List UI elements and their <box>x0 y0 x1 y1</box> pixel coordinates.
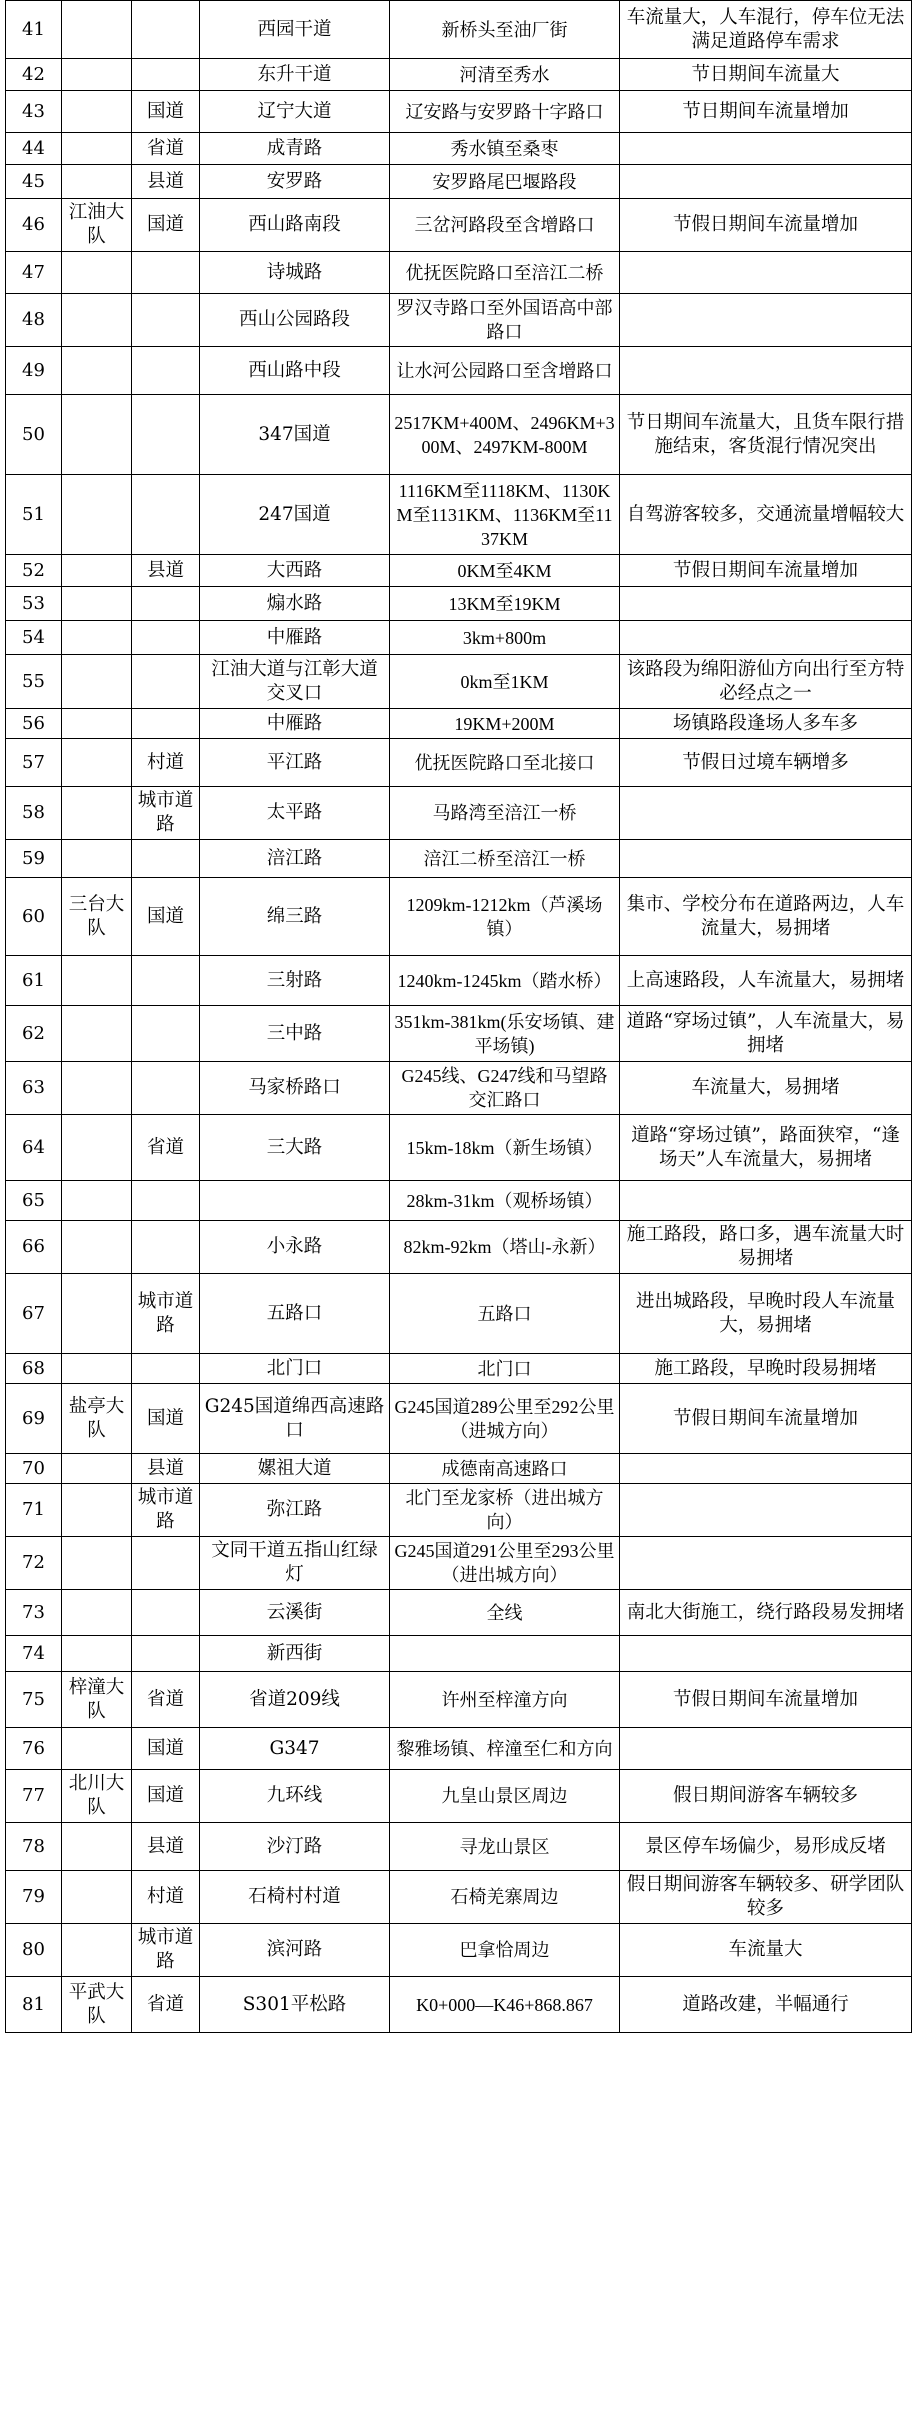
congestion-reason-cell: 集市、学校分布在道路两边，人车流量大，易拥堵 <box>620 878 912 956</box>
road-section-cell: 五路口 <box>390 1274 620 1354</box>
brigade-cell <box>62 787 132 840</box>
road-section-cell: 巴拿恰周边 <box>390 1924 620 1977</box>
road-section-cell: 优抚医院路口至北接口 <box>390 739 620 787</box>
congestion-reason-cell <box>620 1181 912 1221</box>
row-number: 62 <box>6 1006 62 1062</box>
brigade-cell <box>62 621 132 655</box>
road-type-cell: 城市道路 <box>132 1484 200 1537</box>
congestion-reason-cell <box>620 294 912 347</box>
road-type-cell: 城市道路 <box>132 1274 200 1354</box>
table-row <box>6 165 912 199</box>
road-section-cell: 19KM+200M <box>390 709 620 739</box>
row-number: 78 <box>6 1823 62 1871</box>
congestion-reason-cell: 假日期间游客车辆较多、研学团队较多 <box>620 1871 912 1924</box>
table-row <box>6 1354 912 1384</box>
road-type-cell <box>132 395 200 475</box>
road-section-cell: 秀水镇至桑枣 <box>390 133 620 165</box>
table-row <box>6 1115 912 1181</box>
road-section-cell: 辽安路与安罗路十字路口 <box>390 91 620 133</box>
road-section-cell: 成德南高速路口 <box>390 1454 620 1484</box>
road-name-cell: 文同干道五指山红绿灯 <box>200 1537 390 1590</box>
road-type-cell: 省道 <box>132 1672 200 1728</box>
road-type-cell: 省道 <box>132 1115 200 1181</box>
road-type-cell: 县道 <box>132 165 200 199</box>
congestion-reason-cell <box>620 133 912 165</box>
road-name-cell: 诗城路 <box>200 252 390 294</box>
row-number: 80 <box>6 1924 62 1977</box>
congestion-reason-cell <box>620 587 912 621</box>
brigade-cell <box>62 1454 132 1484</box>
road-type-cell <box>132 840 200 878</box>
road-name-cell: 新西街 <box>200 1636 390 1672</box>
road-type-cell: 国道 <box>132 1728 200 1770</box>
road-section-cell: 13KM至19KM <box>390 587 620 621</box>
road-type-cell <box>132 252 200 294</box>
road-name-cell: G245国道绵西高速路口 <box>200 1384 390 1454</box>
row-number: 81 <box>6 1977 62 2033</box>
road-type-cell <box>132 1221 200 1274</box>
road-section-cell: 82km-92km（塔山-永新） <box>390 1221 620 1274</box>
congestion-reason-cell <box>620 252 912 294</box>
road-section-cell: 涪江二桥至涪江一桥 <box>390 840 620 878</box>
table-row <box>6 1823 912 1871</box>
table-row <box>6 1977 912 2033</box>
row-number: 54 <box>6 621 62 655</box>
congestion-reason-cell: 道路“穿场过镇”，路面狭窄，“逢场天”人车流量大，易拥堵 <box>620 1115 912 1181</box>
brigade-cell <box>62 1115 132 1181</box>
brigade-cell: 梓潼大队 <box>62 1672 132 1728</box>
table-row <box>6 1728 912 1770</box>
congestion-reason-cell <box>620 1636 912 1672</box>
road-name-cell: 中雁路 <box>200 621 390 655</box>
road-section-cell: 许州至梓潼方向 <box>390 1672 620 1728</box>
brigade-cell <box>62 347 132 395</box>
row-number: 64 <box>6 1115 62 1181</box>
congestion-reason-cell: 节假日期间车流量增加 <box>620 1672 912 1728</box>
road-section-cell: 28km-31km（观桥场镇） <box>390 1181 620 1221</box>
row-number: 56 <box>6 709 62 739</box>
road-type-cell: 村道 <box>132 1871 200 1924</box>
brigade-cell <box>62 133 132 165</box>
brigade-cell <box>62 1181 132 1221</box>
brigade-cell <box>62 1871 132 1924</box>
road-name-cell: 平江路 <box>200 739 390 787</box>
row-number: 68 <box>6 1354 62 1384</box>
table-row <box>6 294 912 347</box>
congestion-reason-cell <box>620 621 912 655</box>
road-name-cell: 小永路 <box>200 1221 390 1274</box>
congestion-reason-cell <box>620 165 912 199</box>
brigade-cell <box>62 1590 132 1636</box>
road-type-cell: 县道 <box>132 1454 200 1484</box>
brigade-cell <box>62 1484 132 1537</box>
road-name-cell: S301平松路 <box>200 1977 390 2033</box>
table-row <box>6 621 912 655</box>
brigade-cell <box>62 655 132 709</box>
table-row <box>6 840 912 878</box>
row-number: 46 <box>6 199 62 252</box>
row-number: 65 <box>6 1181 62 1221</box>
road-type-cell <box>132 59 200 91</box>
road-section-cell: 1209km-1212km（芦溪场镇） <box>390 878 620 956</box>
table-row <box>6 655 912 709</box>
road-section-cell: 河清至秀水 <box>390 59 620 91</box>
row-number: 73 <box>6 1590 62 1636</box>
table-row <box>6 1924 912 1977</box>
road-section-cell: 北门至龙家桥（进出城方向） <box>390 1484 620 1537</box>
brigade-cell <box>62 1354 132 1384</box>
congestion-reason-cell: 节假日期间车流量增加 <box>620 1384 912 1454</box>
road-type-cell: 国道 <box>132 1384 200 1454</box>
table-row <box>6 1590 912 1636</box>
congestion-reason-cell: 节日期间车流量大，且货车限行措施结束，客货混行情况突出 <box>620 395 912 475</box>
brigade-cell <box>62 709 132 739</box>
congestion-reason-cell <box>620 840 912 878</box>
congestion-reason-cell: 施工路段，路口多，遇车流量大时易拥堵 <box>620 1221 912 1274</box>
road-section-cell: 马路湾至涪江一桥 <box>390 787 620 840</box>
row-number: 41 <box>6 1 62 59</box>
road-name-cell: 西园干道 <box>200 1 390 59</box>
road-type-cell: 城市道路 <box>132 787 200 840</box>
road-name-cell: 绵三路 <box>200 878 390 956</box>
road-type-cell <box>132 294 200 347</box>
brigade-cell <box>62 840 132 878</box>
table-row <box>6 1454 912 1484</box>
road-type-cell <box>132 1 200 59</box>
brigade-cell <box>62 91 132 133</box>
road-type-cell: 国道 <box>132 1770 200 1823</box>
road-type-cell: 国道 <box>132 91 200 133</box>
row-number: 75 <box>6 1672 62 1728</box>
table-row <box>6 395 912 475</box>
road-type-cell <box>132 475 200 555</box>
brigade-cell <box>62 956 132 1006</box>
road-name-cell: 九环线 <box>200 1770 390 1823</box>
brigade-cell <box>62 1924 132 1977</box>
road-type-cell: 县道 <box>132 1823 200 1871</box>
row-number: 52 <box>6 555 62 587</box>
table-row <box>6 1274 912 1354</box>
table-row <box>6 1006 912 1062</box>
row-number: 66 <box>6 1221 62 1274</box>
row-number: 61 <box>6 956 62 1006</box>
brigade-cell <box>62 1537 132 1590</box>
congestion-reason-cell: 南北大街施工，绕行路段易发拥堵 <box>620 1590 912 1636</box>
road-name-cell: 北门口 <box>200 1354 390 1384</box>
congestion-reason-cell: 进出城路段，早晚时段人车流量大，易拥堵 <box>620 1274 912 1354</box>
road-section-cell <box>390 1636 620 1672</box>
brigade-cell <box>62 165 132 199</box>
road-section-cell: 三岔河路段至含增路口 <box>390 199 620 252</box>
row-number: 57 <box>6 739 62 787</box>
table-row <box>6 878 912 956</box>
road-section-cell: G245国道289公里至292公里（进城方向） <box>390 1384 620 1454</box>
road-name-cell <box>200 1181 390 1221</box>
brigade-cell <box>62 1221 132 1274</box>
row-number: 55 <box>6 655 62 709</box>
road-type-cell: 省道 <box>132 133 200 165</box>
row-number: 49 <box>6 347 62 395</box>
table-row <box>6 133 912 165</box>
road-type-cell <box>132 1354 200 1384</box>
table-row <box>6 739 912 787</box>
table-row <box>6 199 912 252</box>
road-section-cell: 0km至1KM <box>390 655 620 709</box>
road-name-cell: 中雁路 <box>200 709 390 739</box>
row-number: 70 <box>6 1454 62 1484</box>
road-type-cell <box>132 1636 200 1672</box>
row-number: 77 <box>6 1770 62 1823</box>
table-row <box>6 59 912 91</box>
table-row <box>6 475 912 555</box>
congestion-reason-cell: 施工路段，早晚时段易拥堵 <box>620 1354 912 1384</box>
congestion-reason-cell: 景区停车场偏少，易形成反堵 <box>620 1823 912 1871</box>
congestion-table <box>5 0 911 2033</box>
table-row <box>6 1871 912 1924</box>
congestion-reason-cell: 节日期间车流量大 <box>620 59 912 91</box>
road-section-cell: G245线、G247线和马望路交汇路口 <box>390 1062 620 1115</box>
road-name-cell: 煽水路 <box>200 587 390 621</box>
row-number: 63 <box>6 1062 62 1115</box>
road-type-cell <box>132 956 200 1006</box>
road-name-cell: 大西路 <box>200 555 390 587</box>
congestion-reason-cell <box>620 1728 912 1770</box>
row-number: 59 <box>6 840 62 878</box>
table-row <box>6 1672 912 1728</box>
table-row <box>6 347 912 395</box>
congestion-reason-cell: 节假日期间车流量增加 <box>620 555 912 587</box>
road-name-cell: 三射路 <box>200 956 390 1006</box>
row-number: 60 <box>6 878 62 956</box>
brigade-cell <box>62 1823 132 1871</box>
brigade-cell <box>62 1728 132 1770</box>
road-name-cell: 石椅村村道 <box>200 1871 390 1924</box>
road-section-cell: 1116KM至1118KM、1130KM至1131KM、1136KM至1137KM <box>390 475 620 555</box>
road-type-cell: 国道 <box>132 199 200 252</box>
road-name-cell: 马家桥路口 <box>200 1062 390 1115</box>
row-number: 45 <box>6 165 62 199</box>
road-section-cell: 石椅羌寨周边 <box>390 1871 620 1924</box>
congestion-reason-cell: 道路“穿场过镇”，人车流量大，易拥堵 <box>620 1006 912 1062</box>
table-row <box>6 252 912 294</box>
road-section-cell: 九皇山景区周边 <box>390 1770 620 1823</box>
road-section-cell: 让水河公园路口至含增路口 <box>390 347 620 395</box>
road-type-cell <box>132 1006 200 1062</box>
road-name-cell: 347国道 <box>200 395 390 475</box>
road-type-cell: 村道 <box>132 739 200 787</box>
congestion-reason-cell <box>620 787 912 840</box>
brigade-cell <box>62 59 132 91</box>
table-row <box>6 1181 912 1221</box>
road-type-cell <box>132 1062 200 1115</box>
row-number: 79 <box>6 1871 62 1924</box>
road-name-cell: 五路口 <box>200 1274 390 1354</box>
road-type-cell <box>132 1590 200 1636</box>
row-number: 47 <box>6 252 62 294</box>
row-number: 48 <box>6 294 62 347</box>
road-section-cell: 3km+800m <box>390 621 620 655</box>
road-name-cell: 247国道 <box>200 475 390 555</box>
table-row <box>6 1537 912 1590</box>
row-number: 74 <box>6 1636 62 1672</box>
congestion-reason-cell: 车流量大 <box>620 1924 912 1977</box>
road-name-cell: 涪江路 <box>200 840 390 878</box>
brigade-cell: 平武大队 <box>62 1977 132 2033</box>
brigade-cell <box>62 555 132 587</box>
road-name-cell: 弥江路 <box>200 1484 390 1537</box>
road-section-cell: 寻龙山景区 <box>390 1823 620 1871</box>
road-type-cell <box>132 1537 200 1590</box>
brigade-cell <box>62 475 132 555</box>
road-type-cell: 省道 <box>132 1977 200 2033</box>
table-row <box>6 709 912 739</box>
congestion-reason-cell <box>620 347 912 395</box>
road-section-cell: 15km-18km（新生场镇） <box>390 1115 620 1181</box>
road-name-cell: 西山路南段 <box>200 199 390 252</box>
road-name-cell: 东升干道 <box>200 59 390 91</box>
row-number: 76 <box>6 1728 62 1770</box>
brigade-cell <box>62 294 132 347</box>
road-type-cell <box>132 709 200 739</box>
congestion-reason-cell: 节假日过境车辆增多 <box>620 739 912 787</box>
row-number: 72 <box>6 1537 62 1590</box>
table-row <box>6 587 912 621</box>
road-type-cell: 城市道路 <box>132 1924 200 1977</box>
brigade-cell <box>62 395 132 475</box>
table-row <box>6 1484 912 1537</box>
row-number: 44 <box>6 133 62 165</box>
road-section-cell: 全线 <box>390 1590 620 1636</box>
road-section-cell: K0+000—K46+868.867 <box>390 1977 620 2033</box>
road-name-cell: 成青路 <box>200 133 390 165</box>
road-name-cell: 滨河路 <box>200 1924 390 1977</box>
table-row <box>6 1636 912 1672</box>
brigade-cell <box>62 1 132 59</box>
road-name-cell: 辽宁大道 <box>200 91 390 133</box>
road-type-cell: 国道 <box>132 878 200 956</box>
table-row <box>6 1384 912 1454</box>
road-name-cell: 安罗路 <box>200 165 390 199</box>
congestion-reason-cell: 节日期间车流量增加 <box>620 91 912 133</box>
road-name-cell: 太平路 <box>200 787 390 840</box>
table-row <box>6 1 912 59</box>
table-row <box>6 1221 912 1274</box>
road-type-cell <box>132 655 200 709</box>
table-row <box>6 787 912 840</box>
congestion-reason-cell: 车流量大，人车混行，停车位无法满足道路停车需求 <box>620 1 912 59</box>
road-section-cell: 0KM至4KM <box>390 555 620 587</box>
table-row <box>6 91 912 133</box>
congestion-reason-cell <box>620 1537 912 1590</box>
congestion-reason-cell: 假日期间游客车辆较多 <box>620 1770 912 1823</box>
road-name-cell: 西山公园路段 <box>200 294 390 347</box>
congestion-reason-cell: 自驾游客较多，交通流量增幅较大 <box>620 475 912 555</box>
row-number: 67 <box>6 1274 62 1354</box>
brigade-cell: 北川大队 <box>62 1770 132 1823</box>
table-row <box>6 956 912 1006</box>
road-section-cell: 黎雅场镇、梓潼至仁和方向 <box>390 1728 620 1770</box>
congestion-reason-cell: 上高速路段，人车流量大，易拥堵 <box>620 956 912 1006</box>
road-name-cell: 嫘祖大道 <box>200 1454 390 1484</box>
road-section-cell: 新桥头至油厂街 <box>390 1 620 59</box>
road-type-cell: 县道 <box>132 555 200 587</box>
road-type-cell <box>132 347 200 395</box>
brigade-cell <box>62 252 132 294</box>
brigade-cell <box>62 1062 132 1115</box>
congestion-reason-cell: 节假日期间车流量增加 <box>620 199 912 252</box>
road-name-cell: 三中路 <box>200 1006 390 1062</box>
road-type-cell <box>132 621 200 655</box>
road-name-cell: 省道209线 <box>200 1672 390 1728</box>
road-section-cell: 1240km-1245km（踏水桥） <box>390 956 620 1006</box>
row-number: 42 <box>6 59 62 91</box>
road-section-cell: 罗汉寺路口至外国语高中部路口 <box>390 294 620 347</box>
row-number: 69 <box>6 1384 62 1454</box>
congestion-reason-cell: 道路改建，半幅通行 <box>620 1977 912 2033</box>
road-section-cell: 安罗路尾巴堰路段 <box>390 165 620 199</box>
road-section-cell: 北门口 <box>390 1354 620 1384</box>
road-name-cell: 沙汀路 <box>200 1823 390 1871</box>
row-number: 71 <box>6 1484 62 1537</box>
brigade-cell <box>62 1006 132 1062</box>
brigade-cell: 江油大队 <box>62 199 132 252</box>
congestion-reason-cell: 车流量大，易拥堵 <box>620 1062 912 1115</box>
road-name-cell: 云溪街 <box>200 1590 390 1636</box>
road-name-cell: 江油大道与江彰大道交叉口 <box>200 655 390 709</box>
brigade-cell: 三台大队 <box>62 878 132 956</box>
road-type-cell <box>132 587 200 621</box>
congestion-reason-cell <box>620 1484 912 1537</box>
brigade-cell <box>62 1636 132 1672</box>
congestion-reason-cell: 该路段为绵阳游仙方向出行至方特必经点之一 <box>620 655 912 709</box>
brigade-cell <box>62 587 132 621</box>
road-section-cell: 351km-381km(乐安场镇、建平场镇) <box>390 1006 620 1062</box>
table-row <box>6 1770 912 1823</box>
road-section-cell: 2517KM+400M、2496KM+300M、2497KM-800M <box>390 395 620 475</box>
table-row <box>6 555 912 587</box>
brigade-cell: 盐亭大队 <box>62 1384 132 1454</box>
table-row <box>6 1062 912 1115</box>
row-number: 58 <box>6 787 62 840</box>
road-name-cell: 西山路中段 <box>200 347 390 395</box>
brigade-cell <box>62 1274 132 1354</box>
road-type-cell <box>132 1181 200 1221</box>
congestion-reason-cell: 场镇路段逢场人多车多 <box>620 709 912 739</box>
road-section-cell: 优抚医院路口至涪江二桥 <box>390 252 620 294</box>
row-number: 43 <box>6 91 62 133</box>
road-name-cell: G347 <box>200 1728 390 1770</box>
row-number: 51 <box>6 475 62 555</box>
road-section-cell: G245国道291公里至293公里（进出城方向） <box>390 1537 620 1590</box>
road-name-cell: 三大路 <box>200 1115 390 1181</box>
row-number: 50 <box>6 395 62 475</box>
brigade-cell <box>62 739 132 787</box>
congestion-reason-cell <box>620 1454 912 1484</box>
row-number: 53 <box>6 587 62 621</box>
